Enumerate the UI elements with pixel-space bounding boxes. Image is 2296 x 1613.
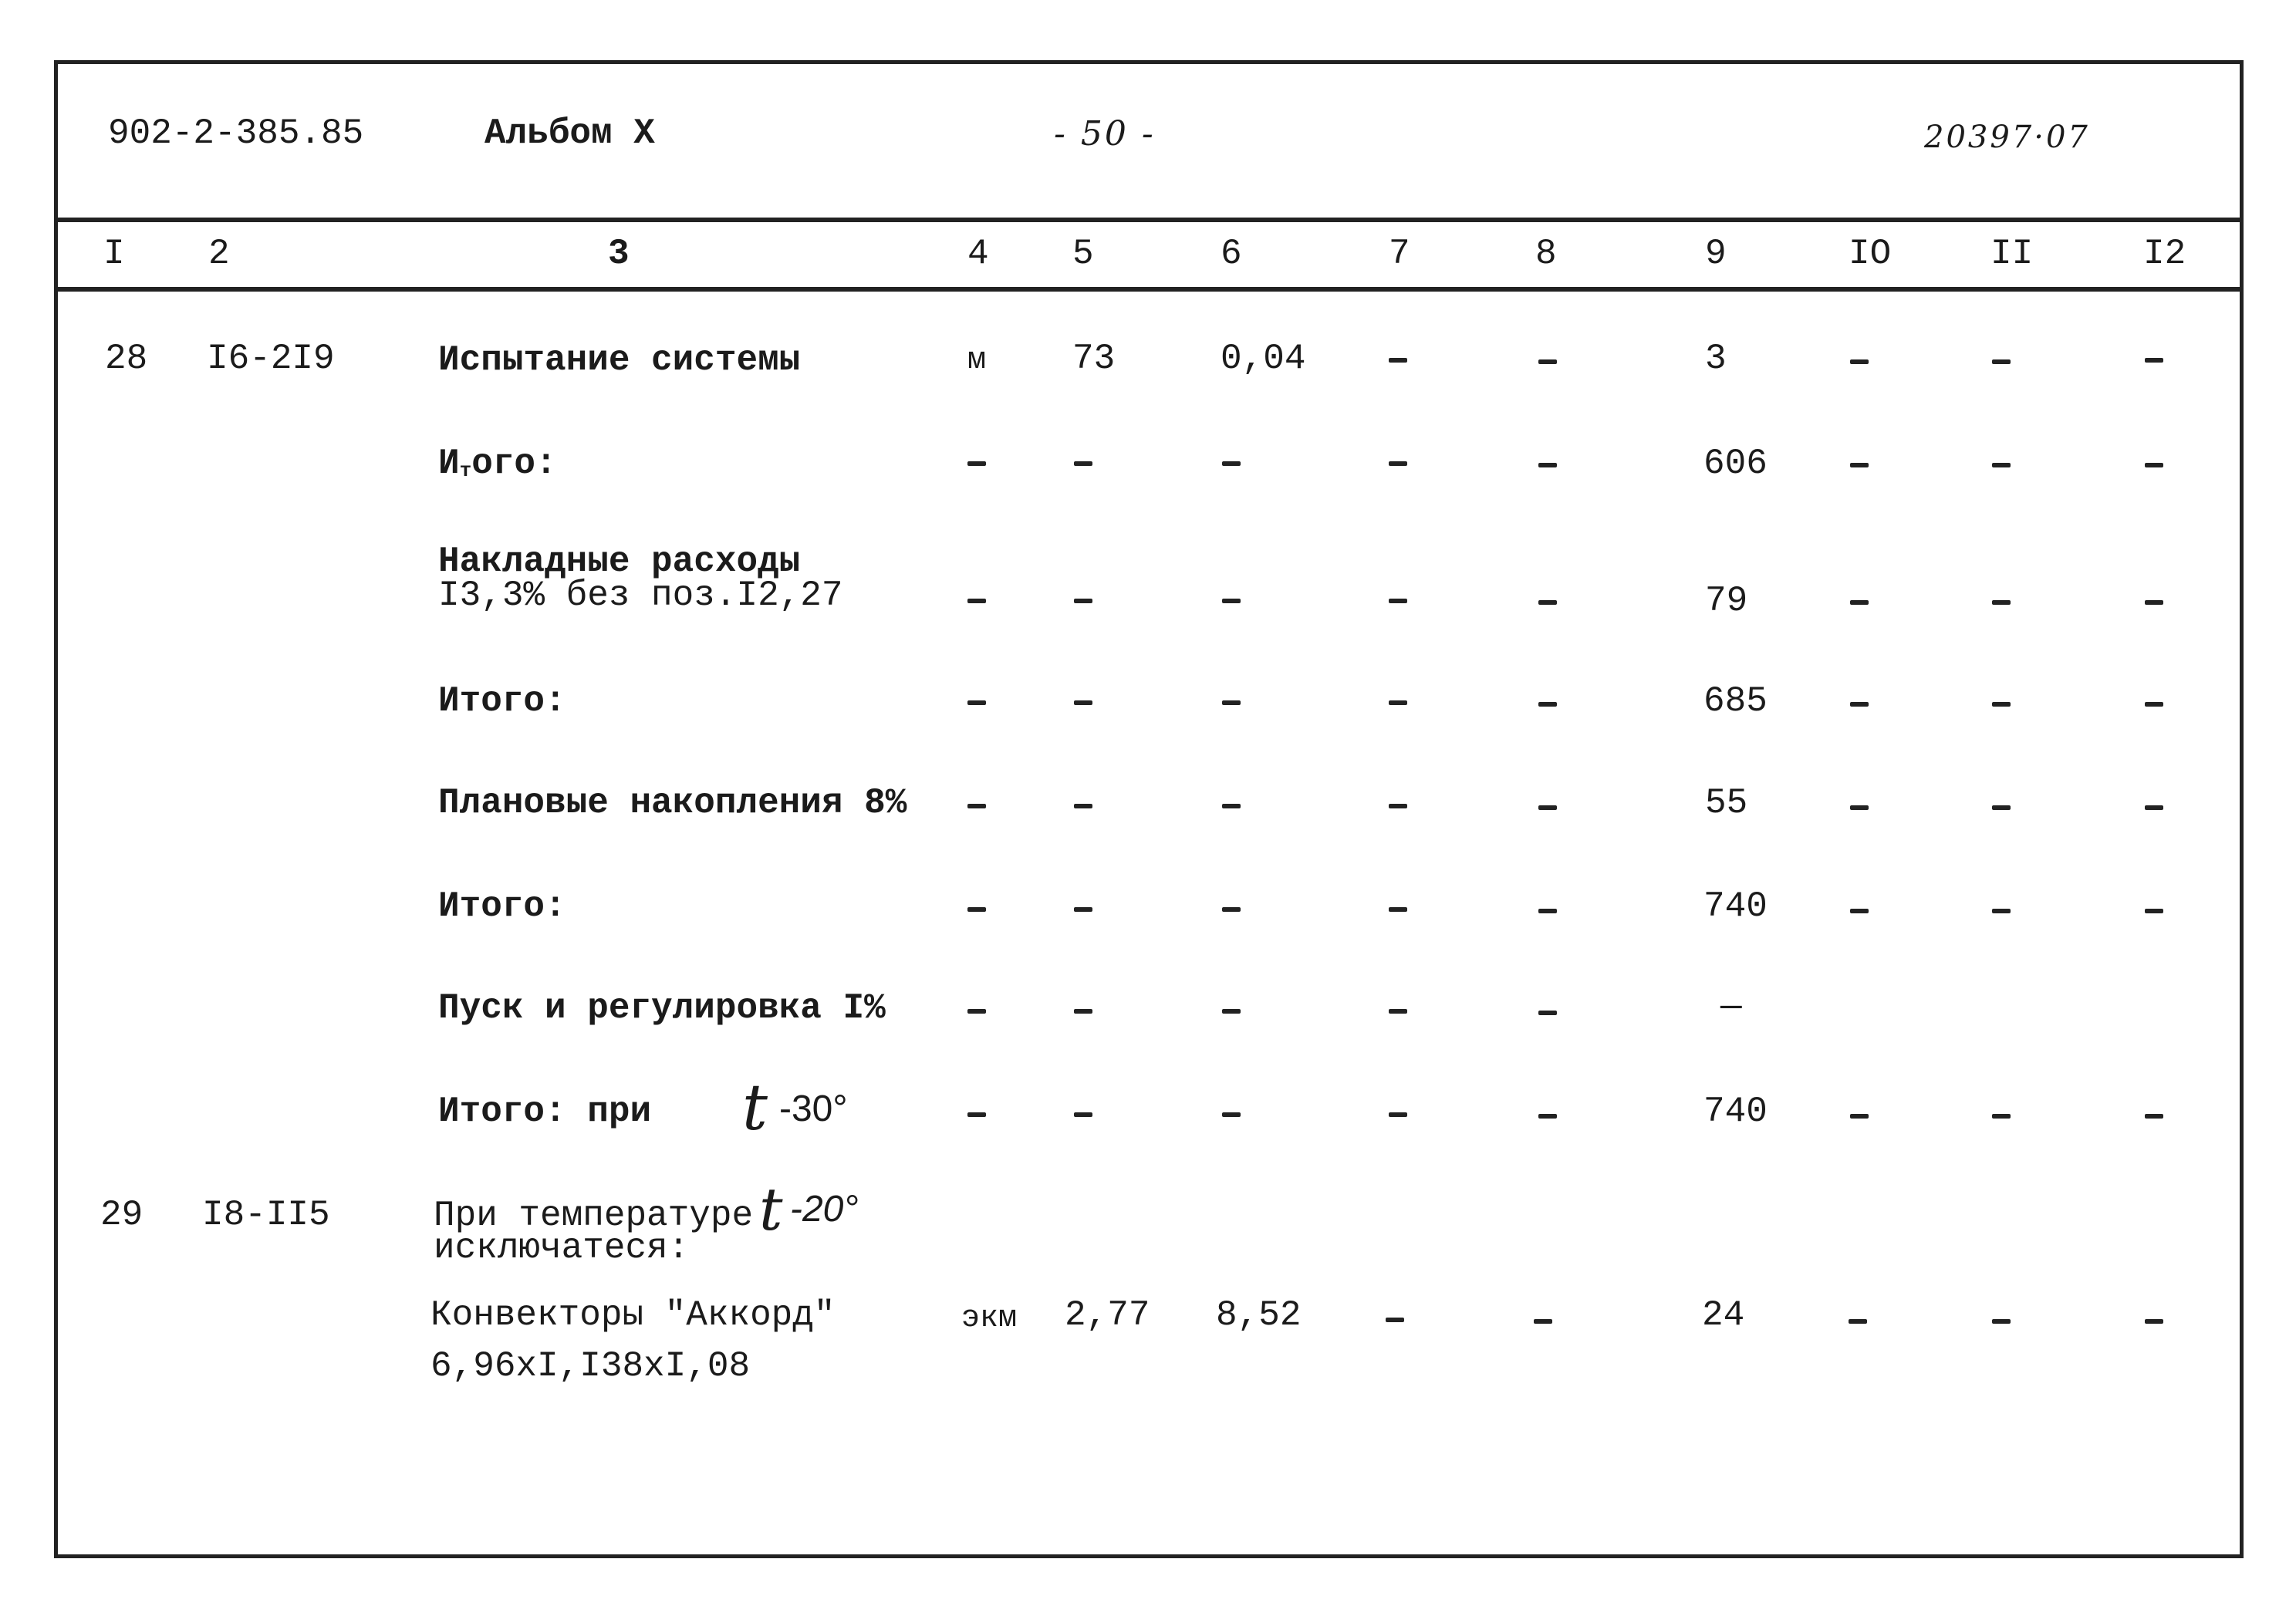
album-label: Альбом X [485, 113, 655, 154]
dash [1222, 1112, 1241, 1117]
column-6-value: 8,52 [1216, 1295, 1302, 1335]
dash [1850, 805, 1869, 810]
inventory-number: 20397·07 [1924, 120, 2090, 155]
item-name-line-2: 6,96xI,I38xI,08 [430, 1346, 751, 1386]
rate-code: I8-II5 [202, 1195, 330, 1235]
dash [1222, 599, 1241, 603]
temperature-symbol: t [759, 1175, 783, 1243]
dash [2145, 909, 2163, 913]
unit: экм [961, 1301, 1018, 1336]
dash [1386, 1318, 1404, 1322]
dash [1538, 463, 1557, 467]
dash [2145, 805, 2163, 810]
column-9-value: — [1720, 987, 1742, 1027]
dash [1538, 359, 1557, 364]
header-bottom-rule [56, 287, 2244, 292]
dash [1992, 1114, 2011, 1119]
dash [1389, 599, 1407, 603]
dash [2145, 463, 2163, 467]
dash [1389, 1112, 1407, 1117]
dash [967, 461, 986, 466]
dash [1850, 909, 1869, 913]
dash [1538, 909, 1557, 913]
item-name-line-1: При температуре [434, 1196, 754, 1236]
dash [1222, 700, 1241, 705]
dash [1850, 463, 1869, 467]
column-header-9: 9 [1705, 234, 1727, 274]
item-name-line-1: Конвекторы "Аккорд" [430, 1295, 836, 1335]
rate-code: I6-2I9 [207, 339, 335, 379]
column-9-value: 55 [1705, 783, 1748, 823]
dash [2145, 358, 2163, 363]
dash [1389, 907, 1407, 912]
dash [967, 1009, 986, 1014]
dash [1389, 804, 1407, 808]
column-header-1: I [103, 234, 125, 274]
header-top-rule [56, 218, 2244, 222]
column-header-12: I2 [2143, 234, 2186, 274]
dash [1389, 1009, 1407, 1014]
item-name-line-1: Накладные расходы [438, 542, 801, 582]
temperature-symbol: t [742, 1071, 768, 1145]
dash [2145, 702, 2163, 707]
dash [967, 907, 986, 912]
dash [1850, 359, 1869, 364]
column-9-value: 3 [1705, 339, 1727, 379]
column-header-10: IO [1849, 234, 1892, 274]
item-name: Пуск и регулировка I% [438, 988, 886, 1028]
dash [1538, 600, 1557, 605]
temperature-value: -30° [779, 1088, 848, 1129]
dash [1992, 1319, 2011, 1324]
dash [1074, 1112, 1092, 1117]
dash [1222, 804, 1241, 808]
dash [1534, 1319, 1552, 1324]
dash [2145, 1114, 2163, 1119]
dash [967, 804, 986, 808]
item-name: $И_того$: [438, 444, 557, 484]
column-header-3: 3 [608, 234, 630, 274]
quantity: 2,77 [1065, 1295, 1150, 1335]
dash [1074, 804, 1092, 808]
item-name: Плановые накопления 8% [438, 783, 907, 823]
dash [967, 1112, 986, 1117]
column-header-7: 7 [1389, 234, 1410, 274]
dash [2145, 600, 2163, 605]
dash [1992, 702, 2011, 707]
dash [2145, 1319, 2163, 1324]
column-header-6: 6 [1221, 234, 1242, 274]
dash [1389, 461, 1407, 466]
column-9-value: 24 [1702, 1295, 1745, 1335]
dash [1538, 702, 1557, 707]
dash [1992, 600, 2011, 605]
dash [1222, 907, 1241, 912]
quantity: 73 [1072, 339, 1116, 379]
item-name: Итого: [438, 681, 566, 721]
dash [1222, 1009, 1241, 1014]
dash [1074, 461, 1092, 466]
temperature-value: -20° [790, 1189, 859, 1230]
row-number: 28 [105, 339, 148, 379]
dash [1074, 700, 1092, 705]
item-name: Испытание системы [438, 340, 801, 380]
dash [1074, 1009, 1092, 1014]
dash [1850, 702, 1869, 707]
dash [1849, 1319, 1867, 1324]
row-number: 29 [100, 1195, 144, 1235]
dash [1992, 805, 2011, 810]
column-header-4: 4 [967, 234, 989, 274]
item-name-line-2: исключатеся: [434, 1228, 690, 1268]
dash [1538, 1114, 1557, 1119]
document-code: 902-2-385.85 [108, 113, 364, 154]
page-number: - 50 - [1054, 114, 1156, 154]
dash [1074, 907, 1092, 912]
column-header-5: 5 [1072, 234, 1094, 274]
column-6-value: 0,04 [1221, 339, 1306, 379]
dash [1850, 1114, 1869, 1119]
column-header-8: 8 [1535, 234, 1557, 274]
dash [1538, 1011, 1557, 1015]
item-name: Итого: при [438, 1092, 652, 1132]
dash [1389, 358, 1407, 363]
column-9-value: 606 [1703, 444, 1768, 484]
unit: м [967, 343, 987, 378]
dash [1389, 700, 1407, 705]
dash [1992, 463, 2011, 467]
column-header-11: II [1990, 234, 2034, 274]
column-9-value: 740 [1703, 1092, 1768, 1132]
column-9-value: 685 [1703, 681, 1768, 721]
dash [1222, 461, 1241, 466]
dash [967, 700, 986, 705]
column-header-2: 2 [208, 234, 230, 274]
column-9-value: 79 [1705, 581, 1748, 621]
dash [1992, 359, 2011, 364]
dash [967, 599, 986, 603]
column-9-value: 740 [1703, 886, 1768, 926]
dash [1992, 909, 2011, 913]
dash [1538, 805, 1557, 810]
dash [1850, 600, 1869, 605]
item-name: Итого: [438, 886, 566, 926]
dash [1074, 599, 1092, 603]
item-name-line-2: I3,3% без поз.I2,27 [438, 575, 843, 616]
